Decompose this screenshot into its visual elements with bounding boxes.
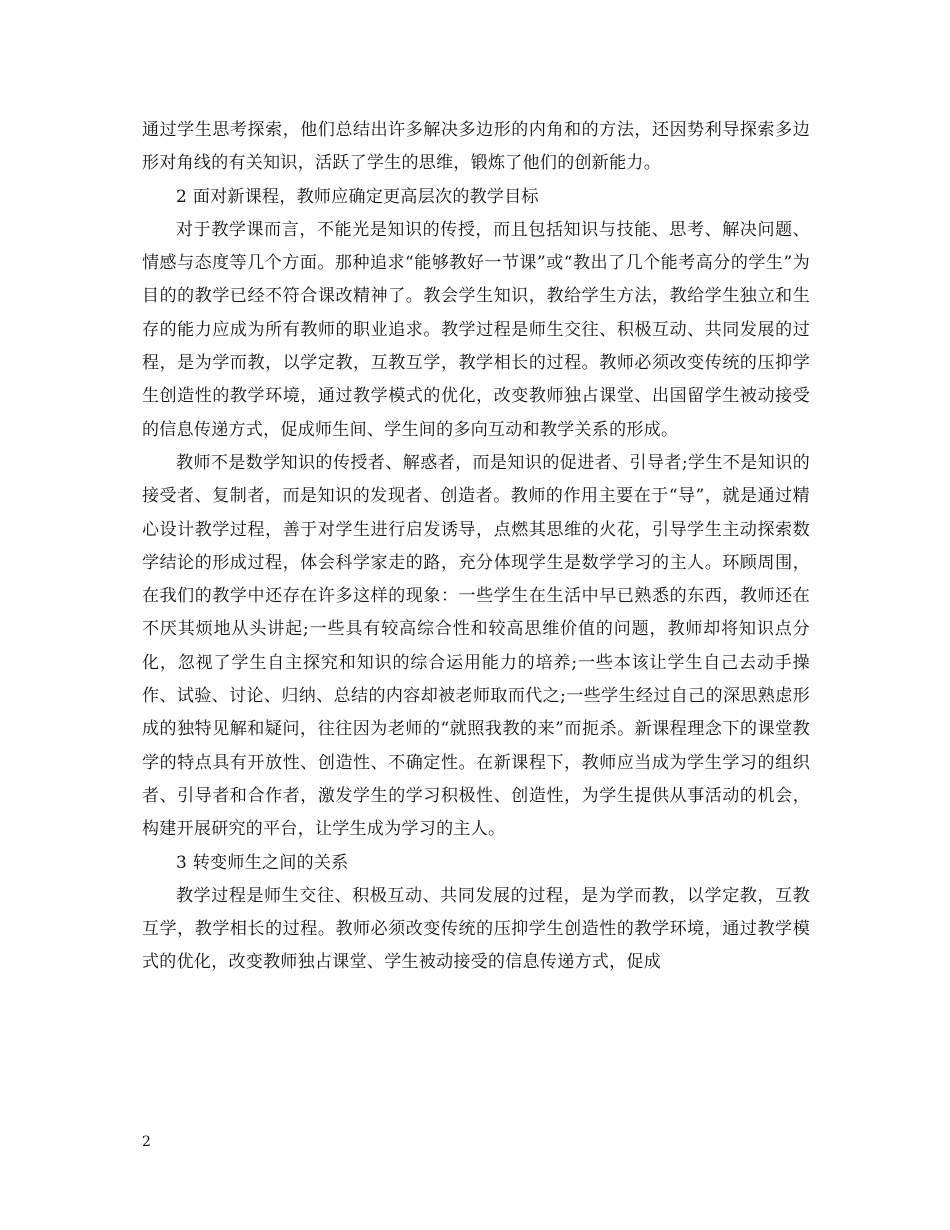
section-heading-2: 2 面对新课程，教师应确定更高层次的教学目标 <box>176 186 539 207</box>
document-body <box>142 114 810 980</box>
paragraph-teacher-role: 教师不是数学知识的传授者、解惑者，而是知识的促进者、引导者;学生不是知识的接受者、复制者，而是知识的发现者、创造者。教师的作用主要在于“导”，就是通过精心设计教学过程，善于对学生进行启发诱导，点燃其思维的火花，引导学生主动探索数学结论的形成过程，体会科学家走的路，充分体现学生是数学学习的主人。环顾周围，在我们的教学中还存在许多这样的现象：一些学生在生活中早已熟悉的东西，教师还在不厌其烦地从头讲起;一些具有较高综合性和较高思维价值的问题，教师却将知识点分化，忽视了学生自主探究和知识的综合运用能力的培养;一些本该让学生自己去动手操作、试验、讨论、归纳、总结的内容却被老师取而代之;一些学生经过自己的深思熟虑形成的独特见解和疑问，往往因为老师的“就照我教的来”而扼杀。新课程理念下的课堂教学的特点具有开放性、创造性、不确定性。在新课程下，教师应当成为学生学习的组织者、引导者和合作者，激发学生的学习积极性、创造性，为学生提供从事活动的机会，构建开展研究的平台，让学生成为学习的主人。 <box>142 452 810 840</box>
page-number: 2 <box>142 1134 151 1150</box>
paragraph-teacher-student-relation: 教学过程是师生交往、积极互动、共同发展的过程，是为学而教，以学定教，互教互学，教学相长的过程。教师必须改变传统的压抑学生创造性的教学环境，通过教学模式的优化，改变教师独占课堂、学生被动接受的信息传递方式，促成 <box>142 885 810 973</box>
paragraph-continuation: 通过学生思考探索，他们总结出许多解决多边形的内角和的方法，还因势利导探索多边形对角线的有关知识，活跃了学生的思维，锻炼了他们的创新能力。 <box>142 120 810 174</box>
section-heading-3: 3 转变师生之间的关系 <box>176 852 349 873</box>
paragraph-teaching-goals: 对于教学课而言，不能光是知识的传授，而且包括知识与技能、思考、解决问题、情感与态度等几个方面。那种追求“能够教好一节课”或“教出了几个能考高分的学生”为目的的教学已经不符合课改精神了。教会学生知识，教给学生方法，教给学生独立和生存的能力应成为所有教师的职业追求。教学过程是师生交往、积极互动、共同发展的过程，是为学而教，以学定教，互教互学，教学相长的过程。教师必须改变传统的压抑学生创造性的教学环境，通过教学模式的优化，改变教师独占课堂、出国留学生被动接受的信息传递方式，促成师生间、学生间的多向互动和教学关系的形成。 <box>142 219 810 440</box>
